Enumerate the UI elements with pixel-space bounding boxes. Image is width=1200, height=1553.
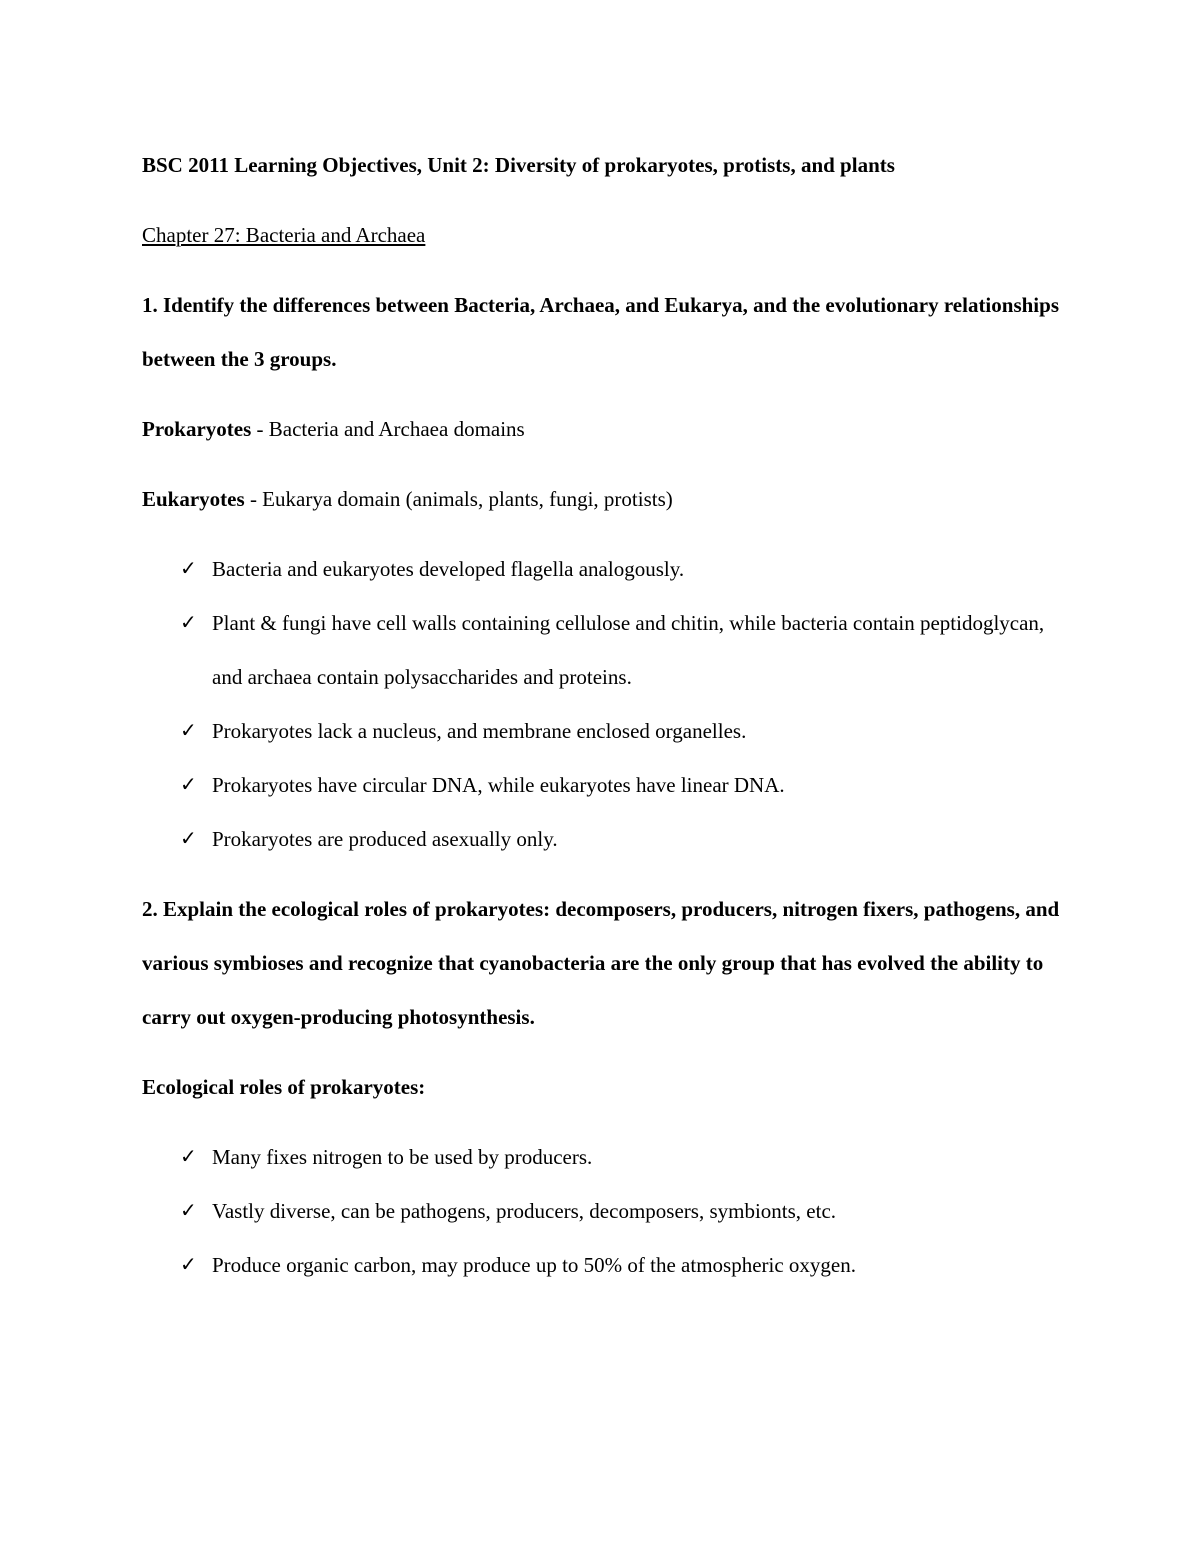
eukaryotes-term: Eukaryotes (142, 487, 245, 511)
checkmark-icon: ✓ (180, 558, 197, 580)
document-page (142, 138, 1072, 1308)
list-item (142, 812, 1072, 866)
list-item (142, 704, 1072, 758)
list-item (142, 542, 1072, 596)
list-item (142, 1130, 1072, 1184)
checkmark-icon: ✓ (180, 720, 197, 742)
eukaryotes-text: - Eukarya domain (animals, plants, fungi, protists) (244, 487, 673, 511)
checkmark-icon: ✓ (180, 774, 197, 796)
checkmark-icon: ✓ (180, 1200, 197, 1222)
prokaryotes-term: Prokaryotes (142, 417, 252, 441)
list-item (142, 1184, 1072, 1238)
eukaryotes-definition (142, 472, 1072, 526)
checkmark-icon: ✓ (180, 1254, 197, 1276)
list-item (142, 758, 1072, 812)
checkmark-icon: ✓ (180, 828, 197, 850)
list-item-text: Prokaryotes lack a nucleus, and membrane enclosed organelles. (212, 719, 747, 743)
list-item-text: Plant & fungi have cell walls containing cellulose and chitin, while bacteria contain peptidoglycan, and archaea contain polysaccharides and proteins. (212, 611, 1045, 689)
list-item-text: Prokaryotes have circular DNA, while eukaryotes have linear DNA. (212, 773, 785, 797)
ecological-heading: Ecological roles of prokaryotes: (142, 1075, 426, 1099)
checkmark-icon: ✓ (180, 612, 197, 634)
list-item-text: Produce organic carbon, may produce up to 50% of the atmospheric oxygen. (212, 1253, 857, 1277)
document-title: BSC 2011 Learning Objectives, Unit 2: Diversity of prokaryotes, protists, and plants (142, 153, 895, 177)
list-item-text: Bacteria and eukaryotes developed flagella analogously. (212, 557, 685, 581)
chapter-heading: Chapter 27: Bacteria and Archaea (142, 223, 426, 247)
list-item-text: Many fixes nitrogen to be used by producers. (212, 1145, 593, 1169)
prokaryotes-text: - Bacteria and Archaea domains (251, 417, 525, 441)
differences-list (142, 542, 1072, 866)
list-item (142, 596, 1072, 704)
prokaryotes-definition (142, 402, 1072, 456)
objective-2: 2. Explain the ecological roles of prokaryotes: decomposers, producers, nitrogen fixers, pathogens, and various symbioses and recognize that cyanobacteria are the only group that has evolved the ability to carry out oxygen-producing photosynthesis. (142, 897, 1060, 1029)
objective-1: 1. Identify the differences between Bacteria, Archaea, and Eukarya, and the evolutionary relationships between the 3 groups. (142, 293, 1059, 371)
list-item-text: Prokaryotes are produced asexually only. (212, 827, 558, 851)
checkmark-icon: ✓ (180, 1146, 197, 1168)
list-item-text: Vastly diverse, can be pathogens, producers, decomposers, symbionts, etc. (212, 1199, 837, 1223)
list-item (142, 1238, 1072, 1292)
ecological-list (142, 1130, 1072, 1292)
